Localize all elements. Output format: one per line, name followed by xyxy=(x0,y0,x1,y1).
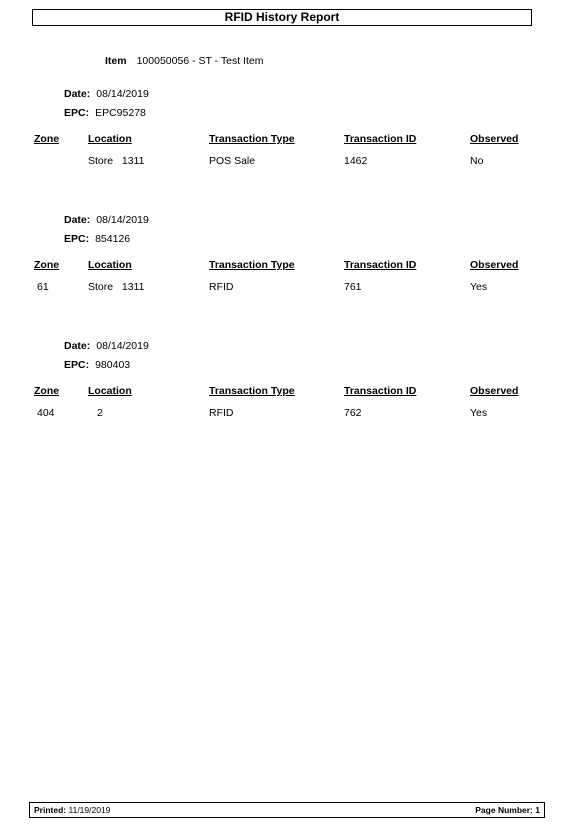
cell-location: Store 1311 xyxy=(88,281,145,293)
history-section-1 xyxy=(0,88,574,188)
cell-transaction-type: POS Sale xyxy=(209,155,256,167)
col-header-transaction-type: Transaction Type xyxy=(209,133,295,145)
date-label: Date: xyxy=(64,214,91,226)
page-number xyxy=(475,803,540,817)
col-header-zone: Zone xyxy=(34,133,60,145)
report-title: RFID History Report xyxy=(32,9,532,26)
cell-location: 2 xyxy=(97,407,103,419)
col-header-transaction-id: Transaction ID xyxy=(344,259,417,271)
epc-label: EPC: xyxy=(64,233,90,245)
cell-observed: Yes xyxy=(470,281,488,293)
printed-value: 11/19/2019 xyxy=(68,805,111,815)
col-header-observed: Observed xyxy=(470,133,519,145)
epc-row xyxy=(64,233,130,245)
col-header-location: Location xyxy=(88,385,132,397)
epc-row xyxy=(64,107,146,119)
col-header-observed: Observed xyxy=(470,385,519,397)
cell-observed: No xyxy=(470,155,484,167)
date-row xyxy=(64,88,149,100)
page-number-value: 1 xyxy=(535,805,540,815)
epc-value: 980403 xyxy=(95,359,131,371)
col-header-location: Location xyxy=(88,259,132,271)
col-header-zone: Zone xyxy=(34,259,60,271)
cell-transaction-type: RFID xyxy=(209,281,234,293)
col-header-observed: Observed xyxy=(470,259,519,271)
printed-label: Printed: xyxy=(34,805,67,815)
item-label: Item xyxy=(105,55,127,67)
cell-transaction-id: 761 xyxy=(344,281,362,293)
cell-zone: 61 xyxy=(37,281,49,293)
cell-transaction-id: 1462 xyxy=(344,155,368,167)
col-header-zone: Zone xyxy=(34,385,60,397)
col-header-transaction-type: Transaction Type xyxy=(209,385,295,397)
epc-value: 854126 xyxy=(95,233,131,245)
epc-value: EPC95278 xyxy=(95,107,146,119)
printed-date xyxy=(34,803,110,817)
cell-transaction-id: 762 xyxy=(344,407,362,419)
col-header-transaction-id: Transaction ID xyxy=(344,385,417,397)
cell-zone: 404 xyxy=(37,407,55,419)
page-number-label: Page Number: xyxy=(475,805,533,815)
cell-observed: Yes xyxy=(470,407,488,419)
item-value: 100050056 - ST - Test Item xyxy=(136,55,264,67)
epc-label: EPC: xyxy=(64,107,90,119)
cell-transaction-type: RFID xyxy=(209,407,234,419)
epc-label: EPC: xyxy=(64,359,90,371)
date-label: Date: xyxy=(64,88,91,100)
date-value: 08/14/2019 xyxy=(96,340,149,352)
date-row xyxy=(64,340,149,352)
history-section-2 xyxy=(0,214,574,314)
cell-location: Store 1311 xyxy=(88,155,145,167)
epc-row xyxy=(64,359,130,371)
history-section-3 xyxy=(0,340,574,440)
date-value: 08/14/2019 xyxy=(96,88,149,100)
report-footer xyxy=(29,802,545,818)
item-line xyxy=(105,55,263,67)
col-header-location: Location xyxy=(88,133,132,145)
date-value: 08/14/2019 xyxy=(96,214,149,226)
col-header-transaction-id: Transaction ID xyxy=(344,133,417,145)
col-header-transaction-type: Transaction Type xyxy=(209,259,295,271)
date-label: Date: xyxy=(64,340,91,352)
date-row xyxy=(64,214,149,226)
